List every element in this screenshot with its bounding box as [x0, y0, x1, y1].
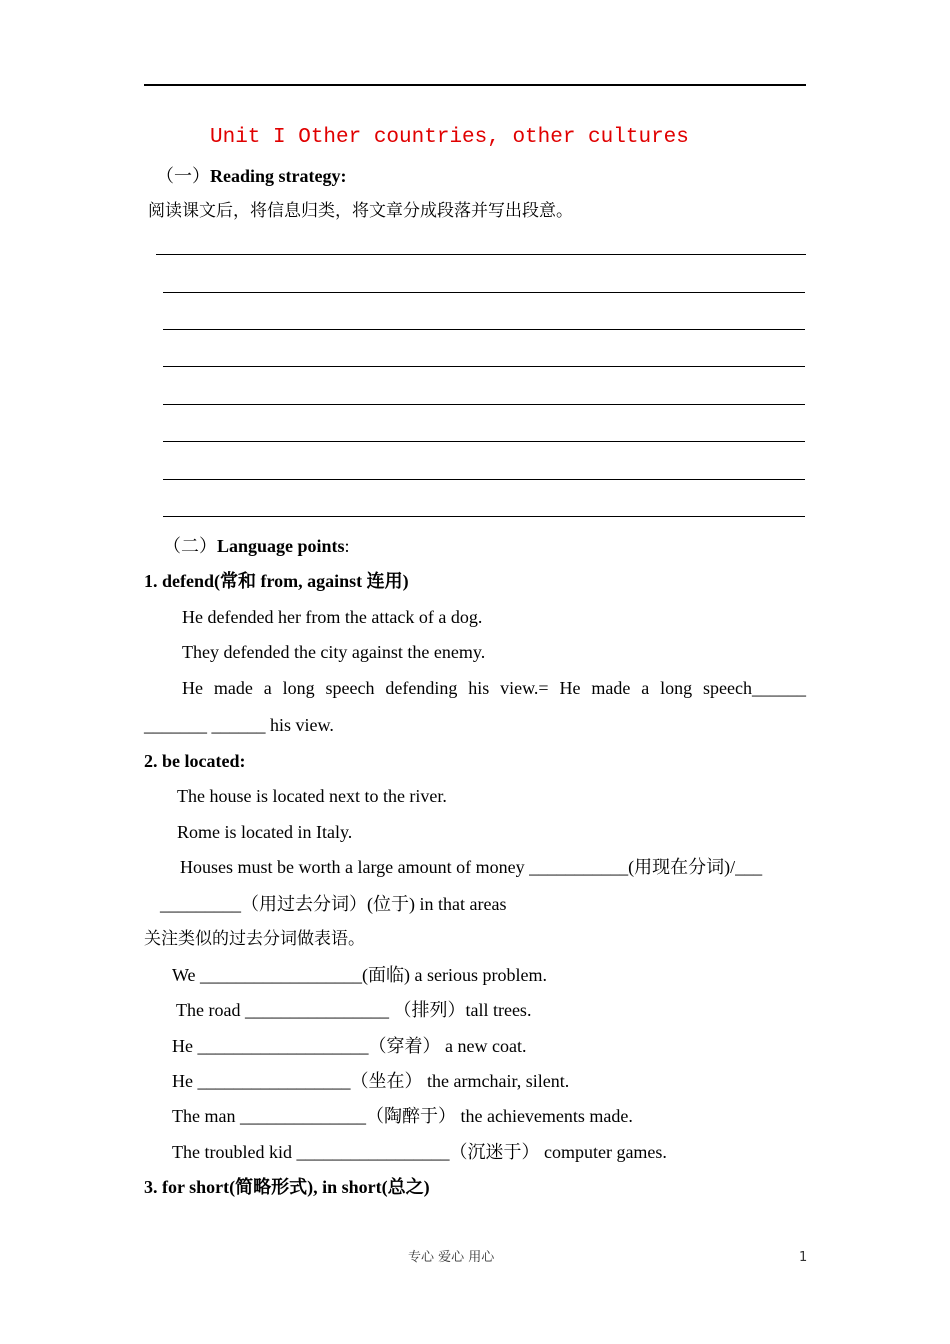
word: speech: [325, 678, 375, 698]
point2-heading: 2. be located:: [144, 751, 246, 771]
writing-line: [163, 404, 805, 405]
writing-line: [156, 254, 806, 255]
word: defending: [385, 678, 458, 698]
writing-line: [163, 292, 805, 293]
unit-title: Unit I Other countries, other cultures: [210, 126, 689, 149]
word: He: [559, 678, 581, 698]
point2-example-3: Houses must be worth a large amount of money ___________(用现在分词)/___: [180, 857, 763, 877]
page-number: 1: [799, 1250, 808, 1265]
word: a: [641, 678, 650, 698]
word: made: [591, 678, 631, 698]
header-rule: [144, 84, 806, 86]
section2-colon: :: [344, 536, 350, 556]
word: long: [660, 678, 693, 698]
fill-in-item: The road ________________ （排列）tall trees.: [176, 1000, 532, 1020]
section2-title: Language points: [217, 536, 345, 556]
word: speech______: [702, 678, 806, 698]
fill-in-item: We __________________(面临) a serious problem.: [172, 965, 547, 985]
fill-in-item: The man ______________（陶醉于） the achievements made.: [172, 1106, 633, 1126]
section1-instruction: 阅读课文后，将信息归类，将文章分成段落并写出段意。: [148, 201, 573, 220]
writing-line: [163, 516, 805, 517]
word: He: [182, 678, 203, 698]
section2-heading: [163, 537, 350, 555]
word: made: [213, 678, 253, 698]
point3-heading: 3. for short(简略形式), in short(总之): [144, 1177, 430, 1197]
point2-example-2: Rome is located in Italy.: [177, 822, 353, 842]
point2-example-3-continued: _________（用过去分词）(位于) in that areas: [160, 894, 507, 914]
point2-note: 关注类似的过去分词做表语。: [144, 929, 365, 948]
word: a: [263, 678, 272, 698]
point1-example-3: [182, 679, 806, 697]
word: view.=: [500, 678, 549, 698]
section1-number: （一）: [156, 166, 210, 186]
word: his: [468, 678, 490, 698]
point1-heading: 1. defend(常和 from, against 连用): [144, 571, 409, 591]
fill-in-item: The troubled kid _________________（沉迷于） computer games.: [172, 1142, 667, 1162]
writing-line: [163, 479, 805, 480]
fill-in-item: He ___________________（穿着） a new coat.: [172, 1036, 527, 1056]
writing-line: [163, 366, 805, 367]
footer-motto: 专心 爱心 用心: [408, 1250, 495, 1265]
writing-line: [163, 329, 805, 330]
section1-heading: [156, 167, 346, 185]
writing-line: [163, 441, 805, 442]
point1-example-2: They defended the city against the enemy.: [182, 642, 486, 662]
point2-example-1: The house is located next to the river.: [177, 786, 447, 806]
point1-example-3-continued: _______ ______ his view.: [144, 715, 334, 735]
word: long: [282, 678, 315, 698]
point1-example-1: He defended her from the attack of a dog.: [182, 607, 483, 627]
section2-number: （二）: [163, 536, 217, 556]
section1-title: Reading strategy:: [210, 166, 347, 186]
fill-in-item: He _________________（坐在） the armchair, silent.: [172, 1071, 570, 1091]
